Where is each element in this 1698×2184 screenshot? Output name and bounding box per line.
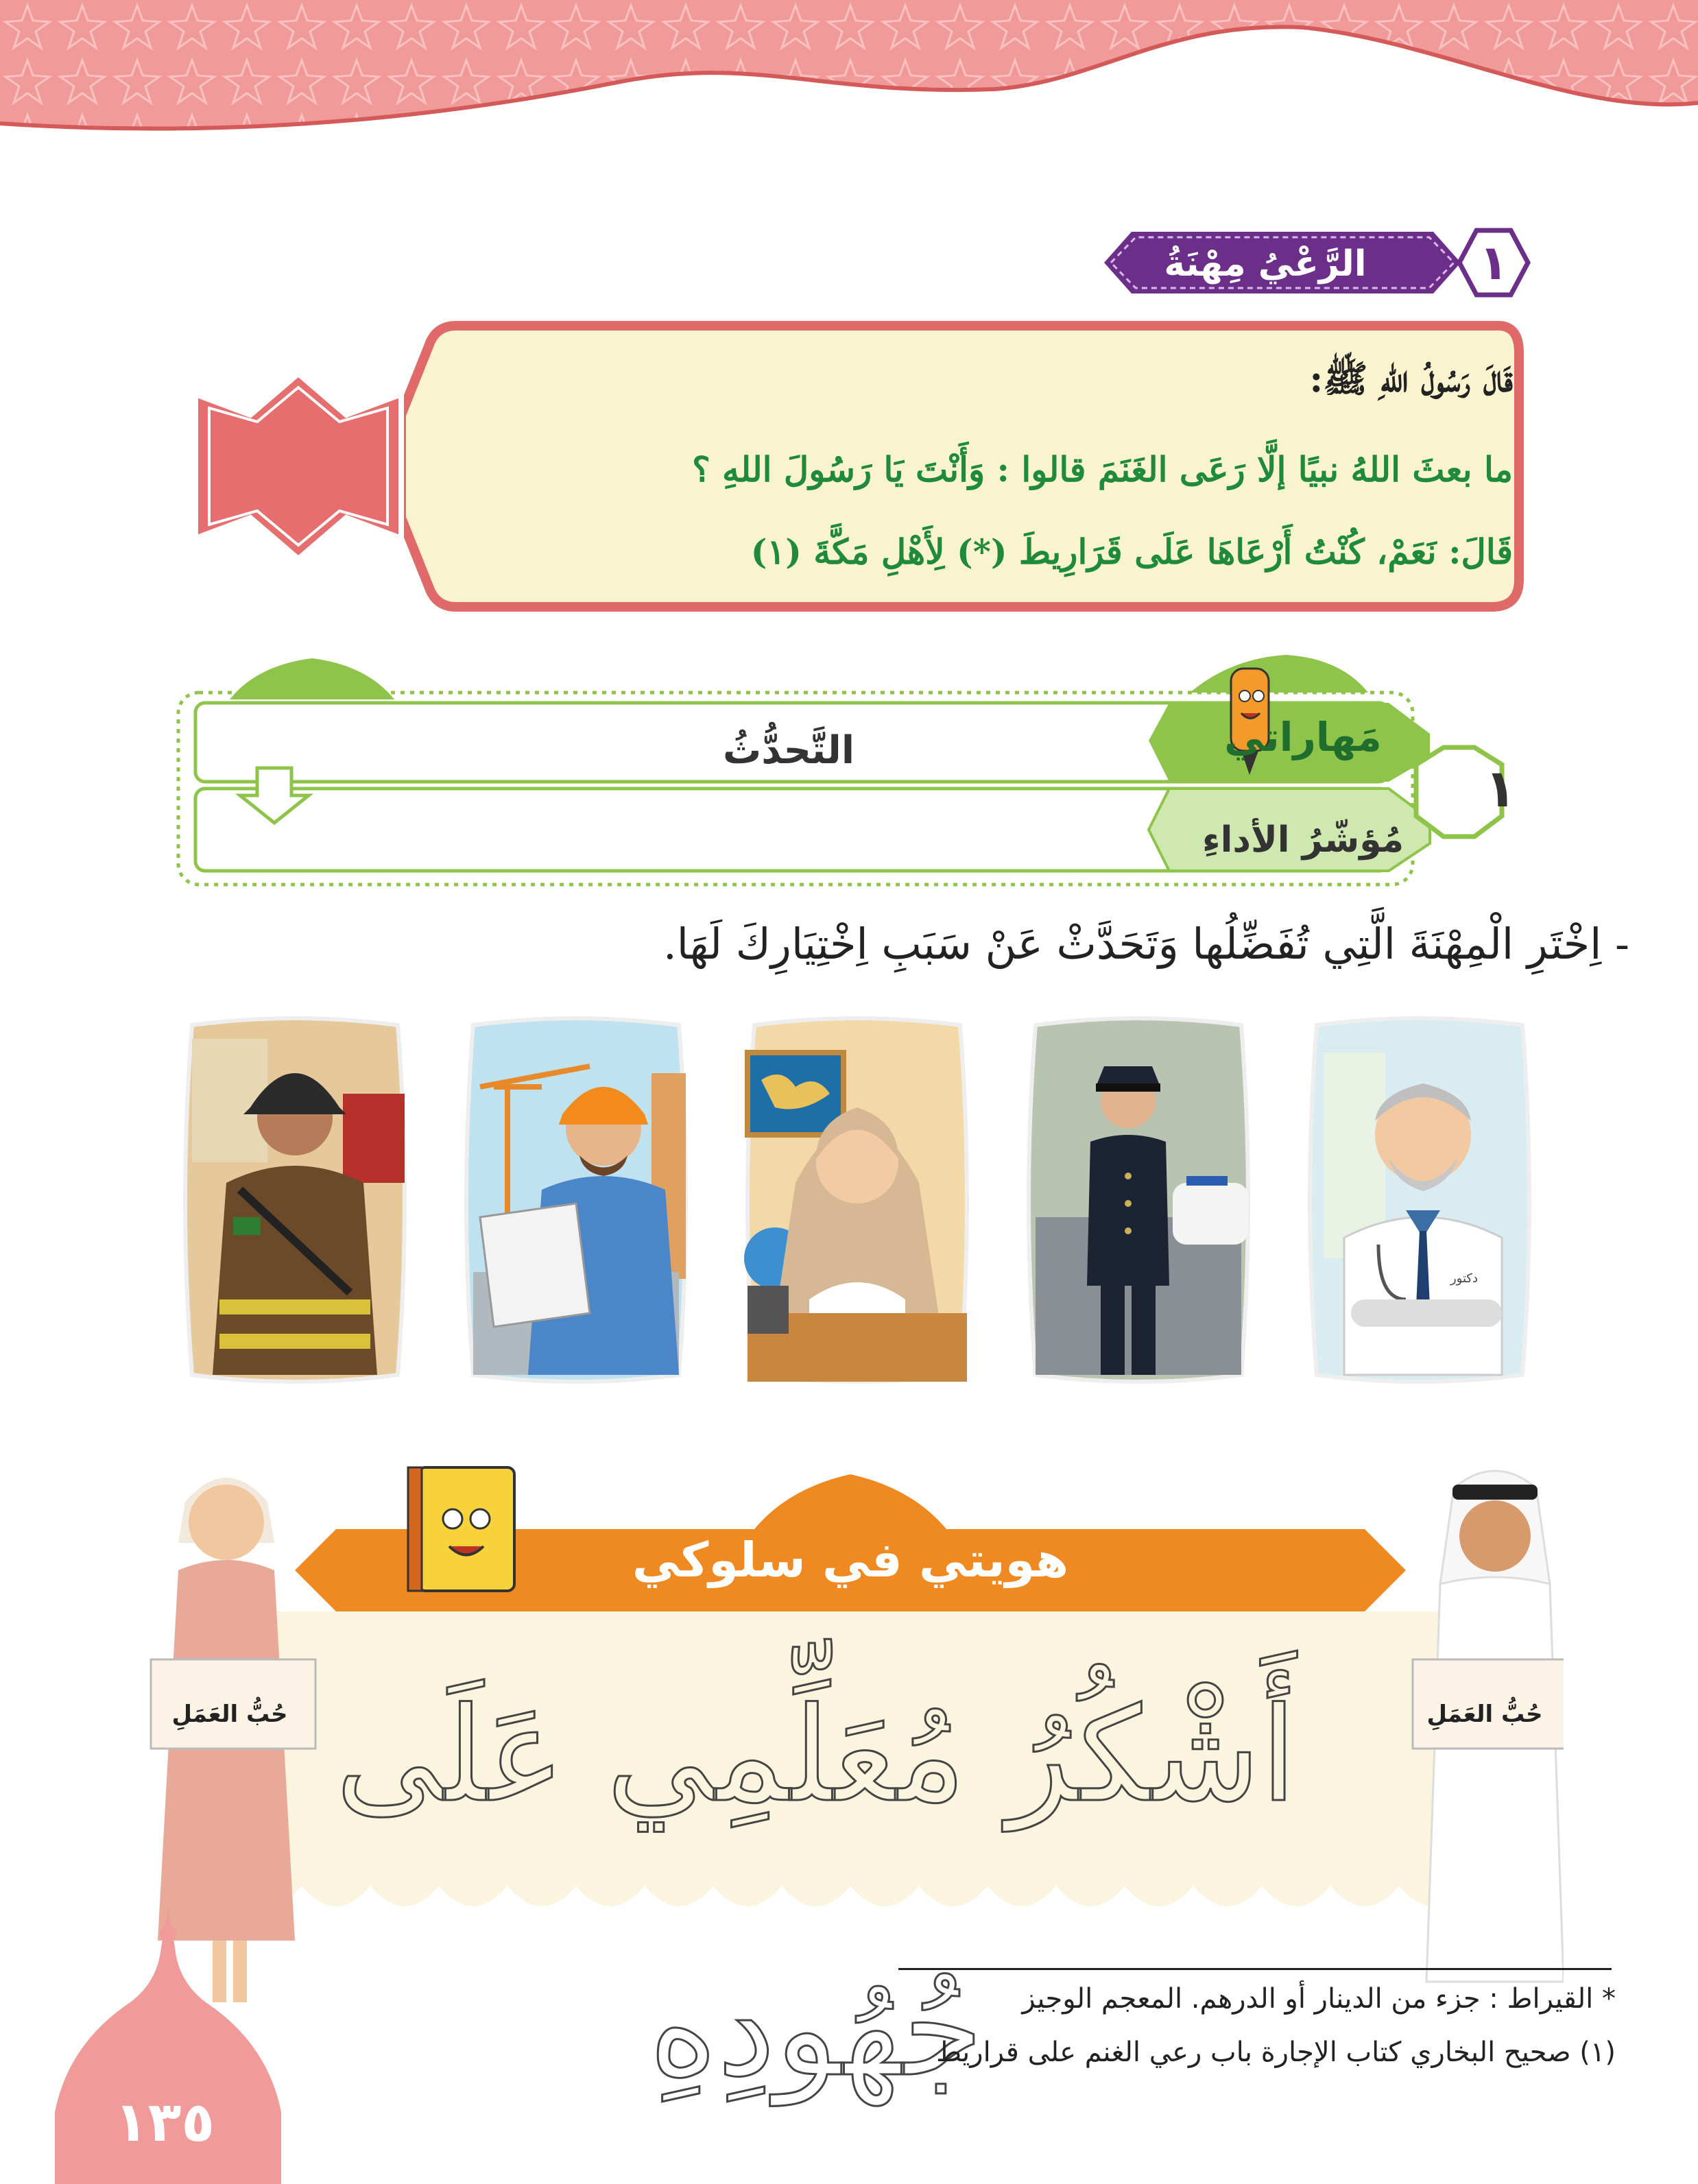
doctor-illustration [1296, 1011, 1543, 1389]
skills-number: ١ [1484, 758, 1517, 819]
page-number: ١٣٥ [114, 2090, 215, 2154]
lesson-number: ١ [1479, 235, 1509, 291]
lesson-title: الرَّعْيُ مِهْنَةُ [1164, 243, 1367, 285]
footnote-bukhari: (١) صحيح البخاري كتاب الإجارة باب رعي الغنم على قراريط [936, 2037, 1616, 2068]
teacher-illustration [734, 1011, 981, 1389]
boy-sign-text: حُبُّ العَمَلِ [1426, 1701, 1543, 1728]
performance-indicator-label: مُؤشّرُ الأداءِ [1201, 819, 1404, 861]
skills-topic: التَّحدُّثُ [722, 728, 855, 773]
doctor-badge-label: دكتور [1450, 1271, 1479, 1286]
footnote-qirat: * القيراط : جزء من الدينار أو الدرهم. المعجم الوجيز [1022, 1983, 1616, 2015]
hadith-question: ما بعثَ اللهُ نبيًا إلَّا رَعَى الغَنَمَ قالوا : وَأَنْتَ يَا رَسُولَ اللهِ ؟ [692, 449, 1513, 490]
skills-badge: مَهاراتي [1224, 714, 1382, 760]
activity-instruction: - اِخْتَرِ الْمِهْنَةَ الَّتِي تُفَضِّلُها وَتَحَدَّثْ عَنْ سَبَبِ اِخْتِيَارِكَ لَهَا. [663, 919, 1629, 969]
police-officer-illustration [1015, 1011, 1262, 1389]
top-decorative-band [0, 0, 1698, 158]
engineer-illustration [453, 1011, 699, 1389]
hadith-intro: قَالَ رَسُولُ اللهِ ﷺ: [1309, 357, 1513, 400]
firefighter-illustration [171, 1011, 418, 1389]
footnote-divider [898, 1968, 1612, 1970]
behavior-banner-title: هويتي في سلوكي [632, 1532, 1069, 1588]
hadith-answer: قَالَ: نَعَمْ، كُنْتُ أَرْعَاهَا عَلَى قَرَارِيطَ (*) لِأَهْلِ مَكَّةَ (١) [750, 531, 1513, 572]
tracing-sentence: أَشْكُرُ مُعَلِّمِي عَلَى جُهُودِهِ [335, 1679, 1297, 2105]
girl-sign-text: حُبُّ العَمَلِ [171, 1701, 288, 1728]
